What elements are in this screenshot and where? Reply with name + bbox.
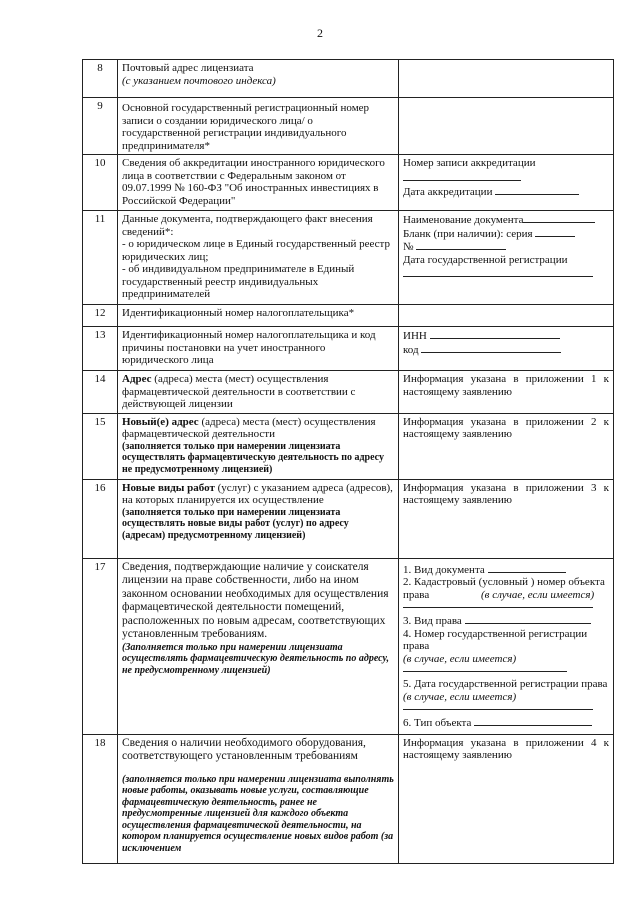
row-number: 15 [83, 413, 118, 479]
row-label [118, 413, 399, 479]
cadastral-number-note: (в случае, если имеется) [481, 588, 595, 601]
table-row [83, 371, 614, 414]
accreditation-date-label: Дата аккредитации [403, 185, 493, 198]
row-number: 13 [83, 327, 118, 371]
row-number: 11 [83, 211, 118, 305]
row-label-text: Почтовый адрес лицензиата [122, 62, 254, 74]
table-row [83, 413, 614, 479]
row-number: 9 [83, 98, 118, 155]
inn-line[interactable] [430, 329, 560, 339]
table-row [83, 479, 614, 558]
row-number: 8 [83, 60, 118, 98]
row-label-text: Данные документа, подтверждающего факт внесения сведений*: [122, 213, 373, 238]
row-label [118, 734, 399, 863]
row-label-text: - о юридическом лице в Единый государственный реестр юридических лиц; [122, 238, 390, 263]
row-label-bold: Адрес [122, 373, 152, 385]
row-label-bold: Новые виды работ [122, 481, 215, 494]
row-label-text: Сведения, подтверждающие наличие у соискателя лицензии на праве собственности, либо на ином законном основании необходимых для осуществления фармацевтической деятельности помещений, расположенных по новым адресам, соответствующих установленным требованиям. [122, 560, 389, 640]
row-number: 17 [83, 558, 118, 734]
table-row [83, 98, 614, 155]
row-label-note: (заполняется только при намерении лицензиата осуществлять новые виды работ (услуг) по адресу (адресам) предусмотренному лицензией) [122, 506, 349, 541]
row-label [118, 305, 399, 327]
row-label [118, 211, 399, 305]
form-series-line[interactable] [535, 227, 575, 237]
row-label-text: Идентификационный номер налогоплательщика и код причины постановки на учет иностранного юридического лица [122, 329, 376, 366]
accreditation-date-line[interactable] [495, 185, 579, 195]
registration-date-line[interactable] [403, 703, 593, 710]
form-number-line[interactable] [416, 240, 506, 250]
right-type-line[interactable] [465, 614, 591, 624]
table-row [83, 60, 614, 98]
row-label-text: Сведения о наличии необходимого оборудования, соответствующего установленным требованиям [122, 736, 366, 762]
cadastral-number-line[interactable] [403, 601, 593, 608]
row-label-note: (Заполняется только при намерении лицензиата осуществлять фармацевтическую деятельность по адресу, не предусмотренному лицензией) [122, 641, 389, 676]
application-form-table [82, 59, 614, 864]
code-label: код [403, 343, 419, 356]
form-number-label: № [403, 241, 414, 253]
table-row [83, 558, 614, 734]
form-series-label: Бланк (при наличии): серия [403, 227, 533, 240]
row-label-note: (с указанием почтового индекса) [122, 74, 276, 87]
registration-number-note: (в случае, если имеется) [403, 652, 517, 665]
document-name-line[interactable] [523, 213, 595, 223]
row-value-field[interactable] [399, 558, 614, 734]
row-label-text: Основной государственный регистрационный номер записи о создании юридического лица/ о государственной регистрации индивидуального предпринимателя* [122, 102, 370, 152]
row-value-field[interactable] [399, 327, 614, 371]
row-value-field[interactable] [399, 155, 614, 211]
registration-date-note: (в случае, если имеется) [403, 690, 517, 703]
registration-date-label: Дата государственной регистрации [403, 253, 568, 266]
row-label [118, 479, 399, 558]
row-label-text: Сведения об аккредитации иностранного юридического лица в соответствии с Федеральным законом от 09.07.1999 № 160-ФЗ "Об иностранных инвестициях в Российской Федерации" [122, 157, 385, 207]
row-label-bold: Новый(е) адрес [122, 415, 199, 428]
row-label [118, 98, 399, 155]
row-label [118, 371, 399, 414]
row-number: 10 [83, 155, 118, 211]
table-row [83, 734, 614, 863]
row-number: 16 [83, 479, 118, 558]
row-value-field[interactable] [399, 98, 614, 155]
row-value: Информация указана в приложении 4 к настоящему заявлению [399, 734, 614, 863]
doc-type-label: 1. Вид документа [403, 563, 485, 576]
right-type-label: 3. Вид права [403, 615, 462, 627]
registration-date-line[interactable] [403, 270, 593, 277]
table-row [83, 155, 614, 211]
accreditation-record-label: Номер записи аккредитации [403, 157, 536, 169]
registration-date-label: 5. Дата государственной регистрации права [403, 678, 608, 690]
row-label-text: (услуг) с указанием адреса (адресов), на которых планируется их осуществление [122, 481, 393, 506]
row-number: 12 [83, 305, 118, 327]
row-value: Информация указана в приложении 3 к настоящему заявлению [399, 479, 614, 558]
row-label [118, 558, 399, 734]
row-value-field[interactable] [399, 305, 614, 327]
row-label [118, 327, 399, 371]
registration-number-line[interactable] [403, 665, 567, 672]
row-label-text: - об индивидуальном предпринимателе в Единый государственный реестр индивидуальных предпринимателей [122, 263, 355, 300]
document-name-label: Наименование документа [403, 214, 524, 226]
object-type-label: 6. Тип объекта [403, 717, 472, 729]
row-value: Информация указана в приложении 2 к настоящему заявлению [399, 413, 614, 479]
table-row [83, 305, 614, 327]
row-number: 14 [83, 371, 118, 414]
table-row [83, 327, 614, 371]
row-value: Информация указана в приложении 1 к настоящему заявлению [399, 371, 614, 414]
row-label [118, 155, 399, 211]
code-line[interactable] [421, 343, 561, 353]
row-label-text: (адреса) места (мест) осуществления фармацевтической деятельности [122, 415, 376, 440]
doc-type-line[interactable] [488, 563, 566, 573]
row-label [118, 60, 399, 98]
object-type-line[interactable] [474, 716, 592, 726]
inn-label: ИНН [403, 330, 427, 342]
registration-number-label: 4. Номер государственной регистрации права [403, 627, 588, 652]
row-label-note: (заполняется только при намерении лицензиата выполнять новые работы, оказывать новые услуги, составляющие фармацевтическую деятельность, ранее не предусмотренные лицензией для каждого объекта осуществления фармацевтической деятельности, на котором планируется осуществление новых видов работ (за исключением [122, 773, 394, 854]
row-number: 18 [83, 734, 118, 863]
row-label-text: (адреса) места (мест) осуществления фармацевтической деятельности в соответствии с действующей лицензии [122, 373, 356, 410]
accreditation-record-line[interactable] [403, 174, 521, 181]
row-label-note: (заполняется только при намерении лицензиата осуществлять фармацевтическую деятельность по адресу не предусмотренному лицензией) [122, 440, 384, 475]
table-row [83, 211, 614, 305]
row-value-field[interactable] [399, 60, 614, 98]
cadastral-number-label: 2. Кадастровый (условный ) номер объекта права [403, 576, 605, 601]
page-number: 2 [317, 26, 323, 40]
row-value-field[interactable] [399, 211, 614, 305]
row-label-text: Идентификационный номер налогоплательщика* [122, 307, 355, 319]
